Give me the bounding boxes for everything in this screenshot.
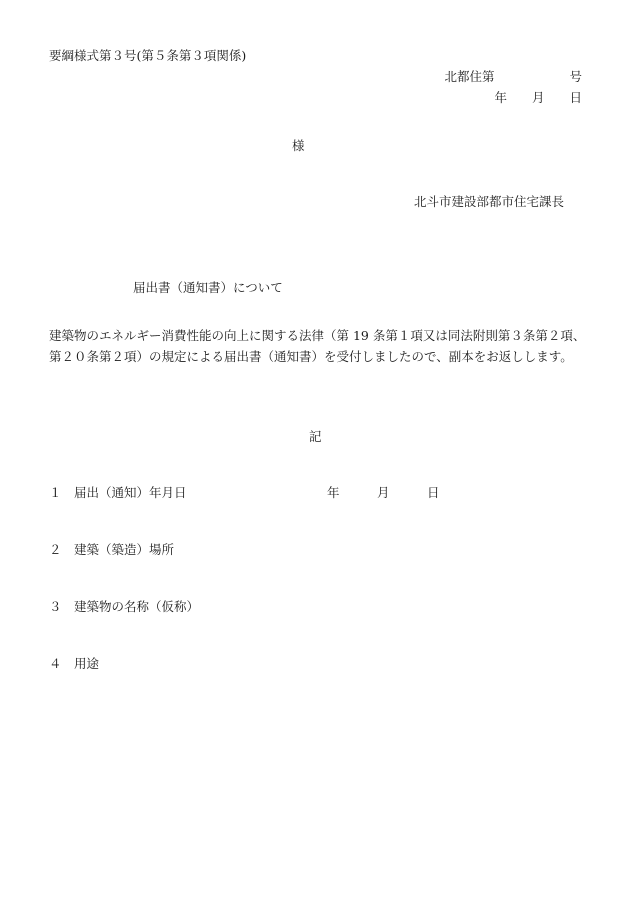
list-item: １ 届出（通知）年月日 bbox=[49, 485, 187, 500]
addressee: 様 bbox=[292, 138, 305, 153]
section-heading: 記 bbox=[309, 429, 322, 444]
list-item: ４ 用途 bbox=[49, 656, 100, 671]
document-number: 北都住第 号 bbox=[444, 69, 582, 84]
body-paragraph: 建築物のエネルギー消費性能の向上に関する法律（第 19 条第１項又は同法附則第３条第２項、第２０条第２項）の規定による届出書（通知書）を受付しましたので、副本をお返しします。 bbox=[49, 328, 586, 364]
form-number: 要綱様式第３号(第５条第３項関係) bbox=[49, 48, 247, 63]
list-item: ３ 建築物の名称（仮称） bbox=[49, 599, 200, 614]
document-date: 年 月 日 bbox=[494, 90, 582, 105]
subject-line: 届出書（通知書）について bbox=[133, 280, 283, 295]
sender: 北斗市建設部都市住宅課長 bbox=[413, 194, 564, 209]
notification-date-field: 年 月 日 bbox=[327, 485, 440, 500]
list-item: ２ 建築（築造）場所 bbox=[49, 542, 175, 557]
